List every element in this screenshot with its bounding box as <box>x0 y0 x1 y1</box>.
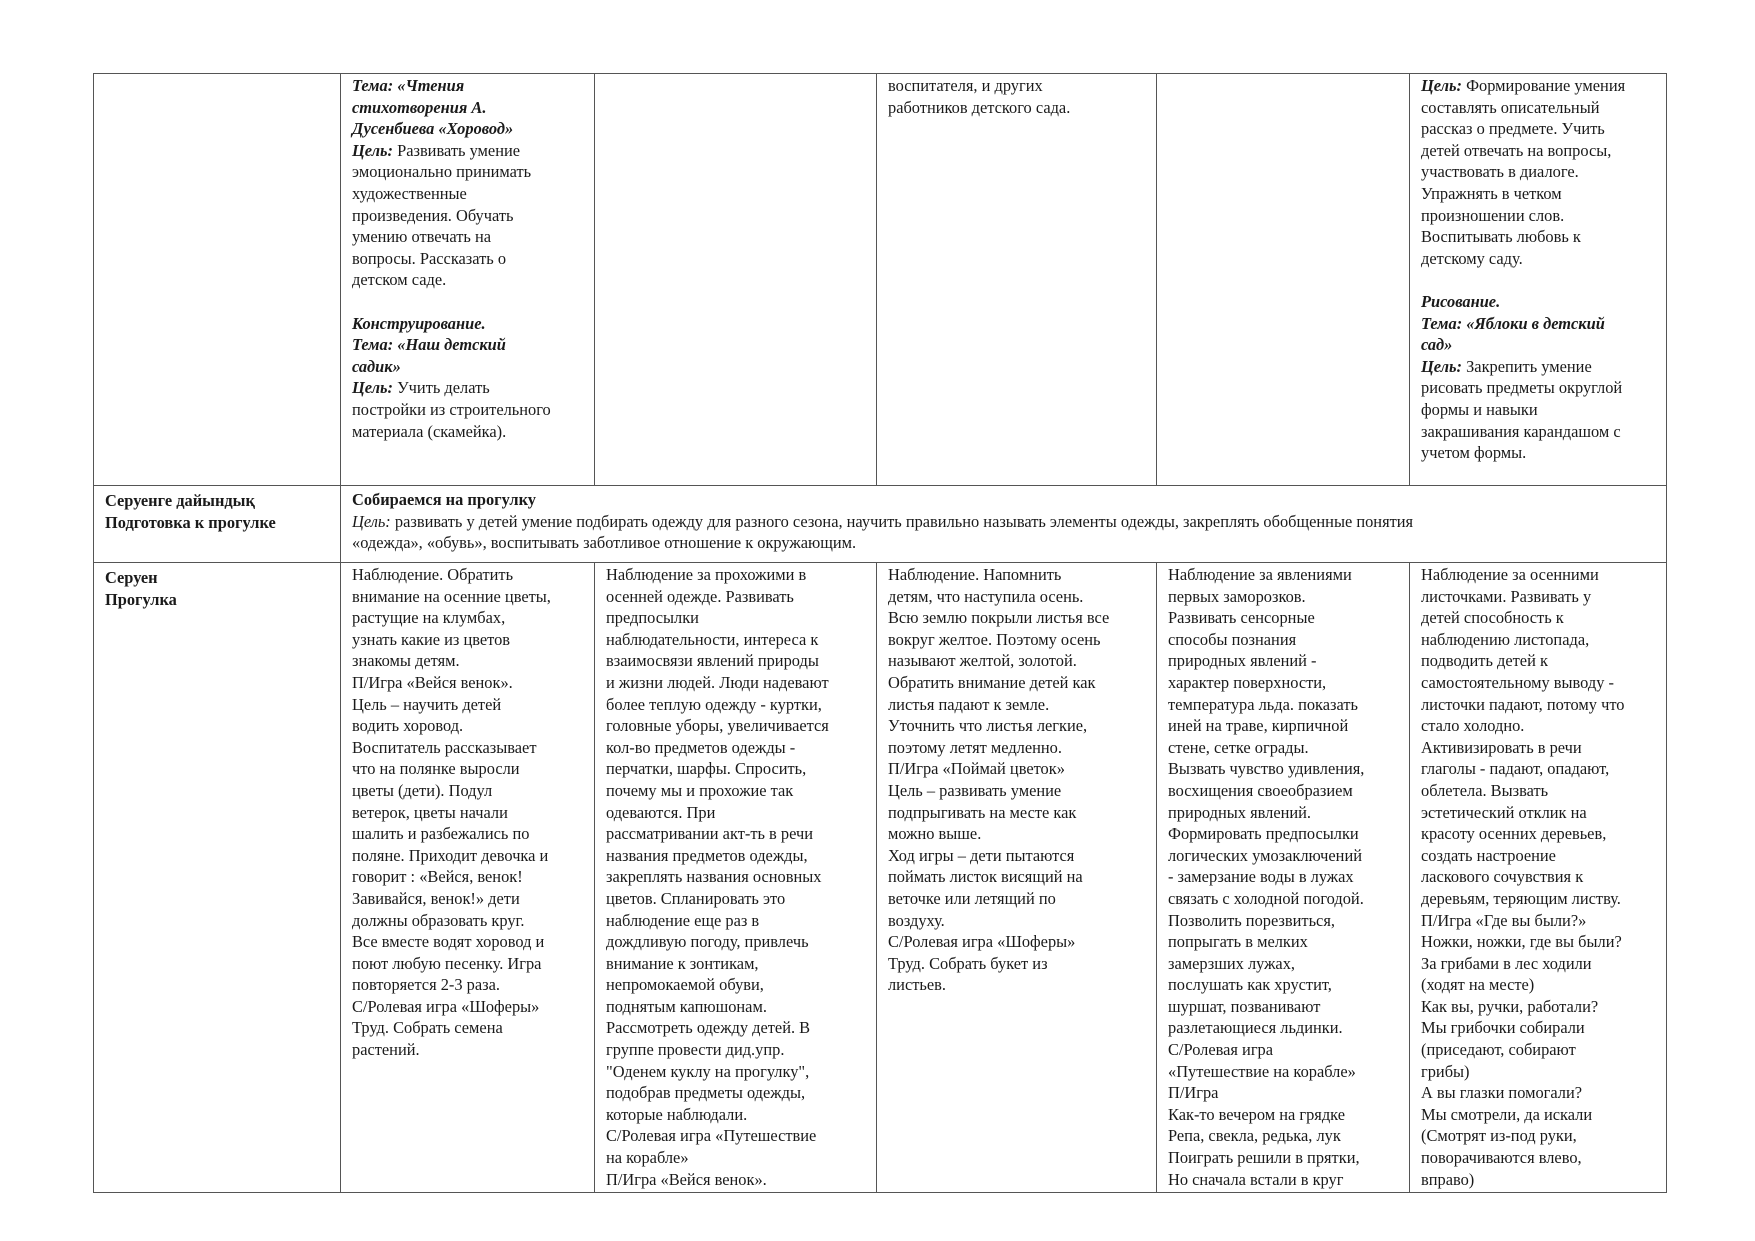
walk-text-line: попрыгать в мелких <box>1168 932 1308 952</box>
walk-text-line: Как-то вечером на грядке <box>1168 1104 1345 1124</box>
goal-line: участвовать в диалоге. <box>1421 162 1579 182</box>
walk-text-line: Труд. Собрать букет из <box>888 953 1048 973</box>
cell-friday-activities <box>1410 74 1667 486</box>
walk-text-line: П/Игра «Поймай цветок» <box>888 759 1065 779</box>
walk-text-line: Наблюдение за осенними <box>1421 565 1599 584</box>
walk-text-line: Труд. Собрать семена <box>352 1018 503 1038</box>
walk-text-line: поляне. Приходит девочка и <box>352 845 549 865</box>
walk-text-line: на корабле» <box>606 1148 689 1168</box>
walk-text-line: Поиграть решили в прятки, <box>1168 1148 1360 1168</box>
walk-text-line: П/Игра «Где вы были?» <box>1421 910 1587 930</box>
walk-text-line: наблюдательности, интереса к <box>606 629 819 649</box>
label-russian: Прогулка <box>105 589 177 609</box>
walk-text-line: ветерок, цветы начали <box>352 802 508 822</box>
goal-line: учетом формы. <box>1421 443 1527 463</box>
walk-text-line: внимание на осенние цветы, <box>352 586 551 606</box>
walk-text-line: За грибами в лес ходили <box>1421 953 1592 973</box>
goal-line: детском саде. <box>352 270 447 290</box>
topic-line: садик» <box>352 356 401 376</box>
walk-text-line: С/Ролевая игра «Путешествие <box>606 1126 817 1146</box>
goal-line: произведения. Обучать <box>352 205 514 225</box>
walk-text-line: группе провести дид.упр. <box>606 1040 785 1060</box>
walk-text-line: Наблюдение. Обратить <box>352 565 514 584</box>
walk-text-line: должны образовать круг. <box>352 910 525 930</box>
walk-text-line: Все вместе водят хоровод и <box>352 932 545 952</box>
walk-text-line: ласкового сочувствия к <box>1421 867 1584 887</box>
walk-text-line: поэтому летят медленно. <box>888 737 1062 757</box>
walk-text-line: Позволить порезвиться, <box>1168 910 1335 930</box>
walk-text-line: водить хоровод. <box>352 716 464 736</box>
walk-text-line: подпрыгивать на месте как <box>888 802 1077 822</box>
goal-label: Цель: <box>1421 76 1462 95</box>
walk-text-line: связать с холодной погодой. <box>1168 888 1364 908</box>
walk-text-line: П/Игра «Вейся венок». <box>606 1169 767 1189</box>
topic-line: Тема: «Наш детский <box>352 335 506 355</box>
goal-line: «одежда», «обувь», воспитывать заботливое отношение к окружающим. <box>352 533 857 553</box>
goal-line: вопросы. Рассказать о <box>352 248 507 268</box>
topic-line: стихотворения А. <box>352 97 487 117</box>
walk-text-line: Мы смотрели, да искали <box>1421 1104 1593 1124</box>
walk-text-line: непромокаемой обуви, <box>606 975 764 995</box>
label-kazakh: Серуен <box>105 568 158 587</box>
walk-text-line: способы познания <box>1168 629 1297 649</box>
goal-line: произношении слов. <box>1421 205 1565 225</box>
cell-walk-thursday <box>1157 563 1410 1193</box>
goal-line: Упражнять в четком <box>1421 183 1562 203</box>
plan-table <box>93 73 1667 1193</box>
walk-text-line: А вы глазки помогали? <box>1421 1083 1583 1103</box>
cell-walk-friday <box>1410 563 1667 1193</box>
goal-line: детскому саду. <box>1421 248 1523 268</box>
walk-text-line: предпосылки <box>606 608 699 628</box>
walk-text-line: вокруг желтое. Поэтому осень <box>888 629 1101 649</box>
goal-line: эмоционально принимать <box>352 162 532 182</box>
walk-text-line: температура льда. показать <box>1168 694 1358 714</box>
walk-text-line: которые наблюдали. <box>606 1104 748 1124</box>
goal-label: Цель: <box>1421 356 1462 376</box>
walk-text-line: поймать листок висящий на <box>888 867 1083 887</box>
activity-title: Конструирование. <box>352 313 486 333</box>
goal-text: Учить делать <box>392 378 490 398</box>
walk-text-line: говорит : «Вейся, венок! <box>352 867 523 887</box>
walk-text-line: почему мы и прохожие так <box>606 780 794 800</box>
text-line: воспитателя, и других <box>888 76 1043 95</box>
walk-text-line: глаголы - падают, опадают, <box>1421 759 1610 779</box>
goal-line: составлять описательный <box>1421 97 1600 117</box>
walk-text-line: дождливую погоду, привлечь <box>606 932 809 952</box>
cell-monday-activities <box>341 74 595 486</box>
walk-text-line: воздуху. <box>888 910 945 930</box>
walk-text-line: стене, сетке ограды. <box>1168 737 1309 757</box>
walk-text-line: иней на траве, кирпичной <box>1168 716 1349 736</box>
walk-text-line: первых заморозков. <box>1168 586 1306 606</box>
goal-line: закрашивания карандашом с <box>1421 421 1621 441</box>
walk-text-line: рассматривании акт-ть в речи <box>606 824 813 844</box>
walk-text-line: поднятым капюшонам. <box>606 996 767 1016</box>
goal-line: рассказ о предмете. Учить <box>1421 119 1605 139</box>
topic-line: Дусенбиева «Хоровод» <box>352 119 514 139</box>
goal-line: детей отвечать на вопросы, <box>1421 140 1612 160</box>
walk-text-line: "Оденем куклу на прогулку", <box>606 1061 810 1081</box>
goal-line: материала (скамейка). <box>352 421 507 441</box>
walk-text-line: внимание к зонтикам, <box>606 953 759 973</box>
walk-text-line: шалить и разбежались по <box>352 824 530 844</box>
walk-text-line: Как вы, ручки, работали? <box>1421 996 1599 1016</box>
goal-line: формы и навыки <box>1421 399 1538 419</box>
walk-text-line: (приседают, собирают <box>1421 1040 1576 1060</box>
walk-text-line: перчатки, шарфы. Спросить, <box>606 759 807 779</box>
walk-text-line: природных явлений. <box>1168 802 1312 822</box>
text-line: работников детского сада. <box>888 97 1071 117</box>
walk-text-line: Развивать сенсорные <box>1168 608 1315 628</box>
walk-text-line: детям, что наступила осень. <box>888 586 1084 606</box>
walk-text-line: Мы грибочки собирали <box>1421 1018 1585 1038</box>
cell-thursday-activities <box>1157 74 1410 486</box>
walk-text-line: «Путешествие на корабле» <box>1168 1061 1356 1081</box>
walk-text-line: самостоятельному выводу - <box>1421 672 1614 692</box>
row-label-walk <box>94 563 341 1193</box>
walk-text-line: головные уборы, увеличивается <box>606 716 829 736</box>
walk-text-line: Рассмотреть одежду детей. В <box>606 1018 811 1038</box>
goal-text: развивать у детей умение подбирать одежду для разного сезона, научить правильно называть элементы одежды, закреплять обобщенные понятия <box>390 511 1414 531</box>
walk-text-line: С/Ролевая игра <box>1168 1040 1274 1060</box>
goal-line: постройки из строительного <box>352 399 551 419</box>
goal-text: Закрепить умение <box>1461 356 1592 376</box>
walk-text-line: знакомы детям. <box>352 651 460 671</box>
walk-text-line: что на полянке выросли <box>352 759 520 779</box>
walk-text-line: эстетический отклик на <box>1421 802 1587 822</box>
walk-text-line: Наблюдение. Напомнить <box>888 565 1062 584</box>
walk-text-line: Но сначала встали в круг <box>1168 1169 1344 1189</box>
cell-walk-preparation <box>341 486 1667 563</box>
walk-text-line: закреплять названия основных <box>606 867 822 887</box>
walk-text-line: разлетающиеся льдинки. <box>1168 1018 1343 1038</box>
cell-wednesday-activities <box>877 74 1157 486</box>
goal-text: Развивать умение <box>392 140 521 160</box>
goal-line: умению отвечать на <box>352 227 492 247</box>
walk-text-line: листочками. Развивать у <box>1421 586 1592 606</box>
goal-line: Воспитывать любовь к <box>1421 227 1581 247</box>
label-kazakh: Серуенге дайындық <box>105 491 255 510</box>
walk-text-line: Ход игры – дети пытаются <box>888 845 1075 865</box>
walk-text-line: Активизировать в речи <box>1421 737 1582 757</box>
walk-text-line: Обратить внимание детей как <box>888 672 1096 692</box>
walk-text-line: более теплую одежду - куртки, <box>606 694 822 714</box>
walk-text-line: С/Ролевая игра «Шоферы» <box>352 996 540 1016</box>
walk-text-line: подобрав предметы одежды, <box>606 1083 806 1103</box>
cell-walk-tuesday <box>595 563 877 1193</box>
walk-text-line: детей способность к <box>1421 608 1564 628</box>
walk-text-line: цветов. Спланировать это <box>606 888 786 908</box>
walk-text-line: Наблюдение за прохожими в <box>606 565 807 584</box>
goal-label: Цель: <box>352 140 393 160</box>
walk-text-line: наблюдение еще раз в <box>606 910 760 930</box>
walk-text-line: взаимосвязи явлений природы <box>606 651 819 671</box>
walk-text-line: логических умозаключений <box>1168 845 1362 865</box>
walk-text-line: С/Ролевая игра «Шоферы» <box>888 932 1076 952</box>
walk-text-line: Вызвать чувство удивления, <box>1168 759 1365 779</box>
walk-text-line: веточке или летящий по <box>888 888 1056 908</box>
walk-text-line: восхищения своеобразием <box>1168 780 1353 800</box>
walk-text-line: листьев. <box>888 975 946 995</box>
walk-text-line: (Смотрят из-под руки, <box>1421 1126 1577 1146</box>
walk-text-line: создать настроение <box>1421 845 1556 865</box>
walk-text-line: деревьям, теряющим листву. <box>1421 888 1621 908</box>
walk-text-line: растений. <box>352 1040 420 1060</box>
walk-text-line: Воспитатель рассказывает <box>352 737 537 757</box>
row-walk-preparation <box>94 486 1667 563</box>
walk-text-line: стало холодно. <box>1421 716 1525 736</box>
walk-text-line: Ножки, ножки, где вы были? <box>1421 932 1622 952</box>
label-russian: Подготовка к прогулке <box>105 512 276 532</box>
cell-walk-wednesday <box>877 563 1157 1193</box>
cell-tuesday-activities <box>595 74 877 486</box>
walk-text-line: грибы) <box>1421 1061 1470 1081</box>
walk-text-line: Наблюдение за явлениями <box>1168 565 1352 584</box>
walk-text-line: - замерзание воды в лужах <box>1168 867 1354 887</box>
goal-line: художественные <box>352 183 467 203</box>
row-walk <box>94 563 1667 1193</box>
topic-line: сад» <box>1421 335 1453 355</box>
walk-text-line: Цель – развивать умение <box>888 780 1062 800</box>
walk-text-line: наблюдению листопада, <box>1421 629 1590 649</box>
walk-text-line: растущие на клумбах, <box>352 608 506 628</box>
goal-label: Цель: <box>352 511 391 531</box>
walk-text-line: шуршат, позванивают <box>1168 996 1321 1016</box>
walk-text-line: поют любую песенку. Игра <box>352 953 542 973</box>
topic-line: Тема: «Яблоки в детский <box>1421 313 1605 333</box>
walk-text-line: Уточнить что листья легкие, <box>888 716 1088 736</box>
walk-text-line: облетела. Вызвать <box>1421 780 1549 800</box>
walk-text-line: кол-во предметов одежды - <box>606 737 796 757</box>
cell-empty-label <box>94 74 341 486</box>
cell-walk-monday <box>341 563 595 1193</box>
walk-text-line: одеваются. При <box>606 802 716 822</box>
walk-text-line: Завивайся, венок!» дети <box>352 888 520 908</box>
walk-text-line: повторяется 2-3 раза. <box>352 975 500 995</box>
walk-text-line: Формировать предпосылки <box>1168 824 1359 844</box>
walk-text-line: послушать как хрустит, <box>1168 975 1332 995</box>
walk-text-line: подводить детей к <box>1421 651 1548 671</box>
walk-text-line: вправо) <box>1421 1169 1475 1189</box>
walk-text-line: Всю землю покрыли листья все <box>888 608 1110 628</box>
walk-text-line: листочки падают, потому что <box>1421 694 1625 714</box>
topic-line: Тема: «Чтения <box>352 76 465 95</box>
goal-line: рисовать предметы округлой <box>1421 378 1623 398</box>
walk-text-line: Репа, свекла, редька, лук <box>1168 1126 1341 1146</box>
walk-text-line: осенней одежде. Развивать <box>606 586 794 606</box>
row-label-walk-preparation <box>94 486 341 563</box>
walk-text-line: П/Игра «Вейся венок». <box>352 672 513 692</box>
goal-text: Формирование умения <box>1461 76 1626 95</box>
walk-text-line: можно выше. <box>888 824 982 844</box>
walk-text-line: красоту осенних деревьев, <box>1421 824 1607 844</box>
walk-text-line: и жизни людей. Люди надевают <box>606 672 829 692</box>
activity-title: Рисование. <box>1421 291 1501 311</box>
walk-text-line: (ходят на месте) <box>1421 975 1535 995</box>
walk-text-line: поворачиваются влево, <box>1421 1148 1582 1168</box>
walk-text-line: Цель – научить детей <box>352 694 502 714</box>
walk-text-line: цветы (дети). Подул <box>352 780 493 800</box>
walk-text-line: характер поверхности, <box>1168 672 1327 692</box>
walk-text-line: названия предметов одежды, <box>606 845 808 865</box>
goal-label: Цель: <box>352 378 393 398</box>
walk-text-line: П/Игра <box>1168 1083 1219 1103</box>
walk-text-line: узнать какие из цветов <box>352 629 511 649</box>
walk-text-line: называют желтой, золотой. <box>888 651 1077 671</box>
row-activities-continued <box>94 74 1667 486</box>
walk-text-line: замерзших лужах, <box>1168 953 1296 973</box>
walk-text-line: листья падают к земле. <box>888 694 1050 714</box>
walk-text-line: природных явлений - <box>1168 651 1317 671</box>
prep-title: Собираемся на прогулку <box>352 490 536 509</box>
